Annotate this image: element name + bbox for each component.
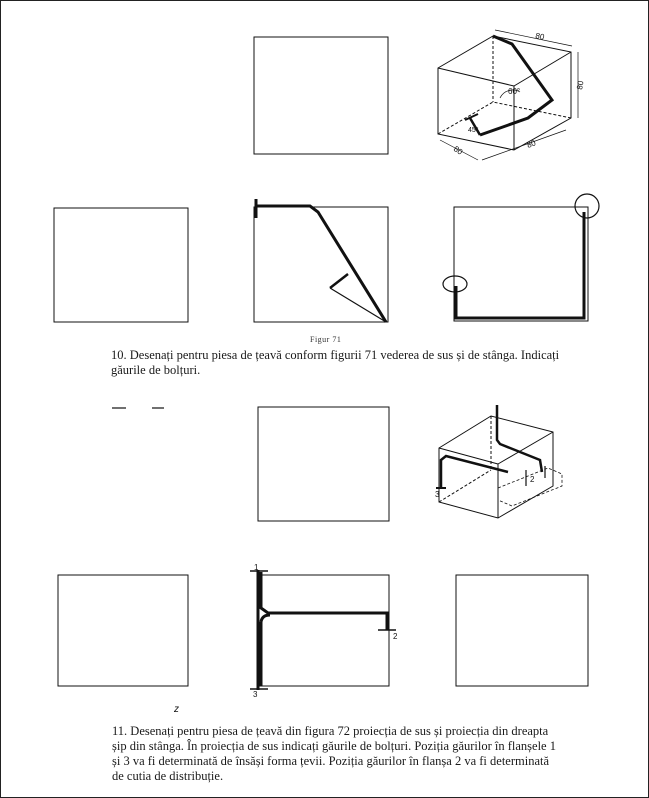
- figure-71-caption: Figur 71: [310, 335, 342, 344]
- fig71-right-view: [454, 207, 588, 321]
- fig71-empty-top-view: [254, 37, 388, 154]
- exercise-10-line-2: găurile de bolțuri.: [111, 363, 201, 377]
- exercise-11-line-1: 11. Desenați pentru piesa de țeavă din figura 72 proiecția de sus și proiecția din dreapta: [112, 724, 549, 738]
- exercise-11-line-3: și 3 va fi determinată de însăși forma țevii. Poziția găurilor în flanșa 2 va fi determinată: [112, 754, 550, 768]
- fig71-front-view: [254, 207, 388, 322]
- fig72-front-view: [258, 575, 389, 686]
- fig71-angle-45: 45°: [468, 127, 479, 134]
- fig71-dim-bottom: 80: [525, 138, 538, 150]
- fig72-empty-left-view: [58, 575, 188, 686]
- fig71-dim-left: 80: [451, 144, 465, 157]
- fig71-angle-60: 60°: [508, 87, 521, 96]
- fig71-empty-left-view: [54, 208, 188, 322]
- fig72-iso-label-2: 2: [530, 475, 535, 484]
- fig71-dim-top: 80: [534, 31, 546, 42]
- fig72-label-3: 3: [253, 690, 258, 699]
- stray-mark: z: [174, 704, 179, 715]
- fig72-label-1: 1: [254, 563, 259, 572]
- exercise-11-line-4: de cutia de distribuție.: [112, 769, 224, 783]
- fig72-isometric-cube: [436, 405, 562, 518]
- fig72-empty-top-view: [258, 407, 389, 521]
- fig72-empty-right-view: [456, 575, 588, 686]
- fig72-iso-label-3: 3: [435, 490, 440, 499]
- exercise-11-line-2: șip din stânga. În proiecția de sus indicați găurile de bolțuri. Poziția găurilor în flanșele 1: [112, 739, 556, 753]
- exercise-10-line-1: 10. Desenați pentru piesa de țeavă conform figurii 71 vederea de sus și de stânga. Indicați: [111, 348, 560, 362]
- fig72-label-2: 2: [393, 632, 398, 641]
- fig71-dim-right: 80: [575, 80, 586, 91]
